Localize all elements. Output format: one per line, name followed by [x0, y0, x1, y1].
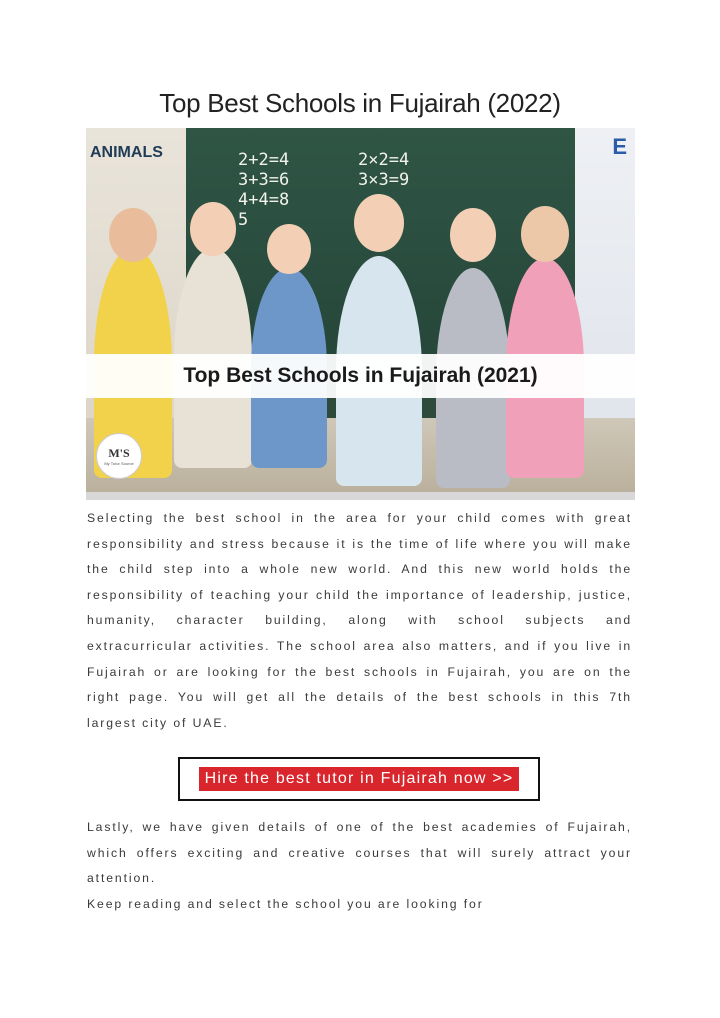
closing-paragraph: Keep reading and select the school you are looking for: [87, 897, 484, 911]
wall-sign: ANIMALS: [90, 144, 163, 161]
image-banner: Top Best Schools in Fujairah (2021): [86, 354, 635, 398]
poster-letter: E: [612, 134, 627, 159]
brand-logo: [96, 433, 142, 479]
hire-tutor-link[interactable]: Hire the best tutor in Fujairah now >>: [199, 767, 520, 791]
cta-box: [178, 757, 540, 801]
chalk-math-left: 2+2=4 3+3=6 4+4=8 5: [238, 150, 290, 230]
page-title: Top Best Schools in Fujairah (2022): [159, 88, 561, 118]
intro-paragraph: Selecting the best school in the area for your child comes with great responsibility and stress because it is the time of life where you will make the child step into a whole new world. And this new world holds the responsibility of teaching your child the importance of leadership, justice, humanity, character building, along with school subjects and extracurricular activities. The school area also matters, and if you live in Fujairah or are looking for the best schools in Fujairah, you are on the right page. You will get all the details of the best schools in this 7th largest city of UAE.: [87, 511, 632, 730]
logo-subtitle: My Tutor Source: [104, 461, 134, 466]
logo-mark: M'S: [108, 446, 130, 460]
academies-paragraph: Lastly, we have given details of one of the best academies of Fujairah, which offers exciting and creative courses that will surely attract your attention.: [87, 820, 632, 886]
hero-image: [86, 128, 635, 500]
chalk-math-right: 2×2=4 3×3=9: [358, 150, 410, 190]
